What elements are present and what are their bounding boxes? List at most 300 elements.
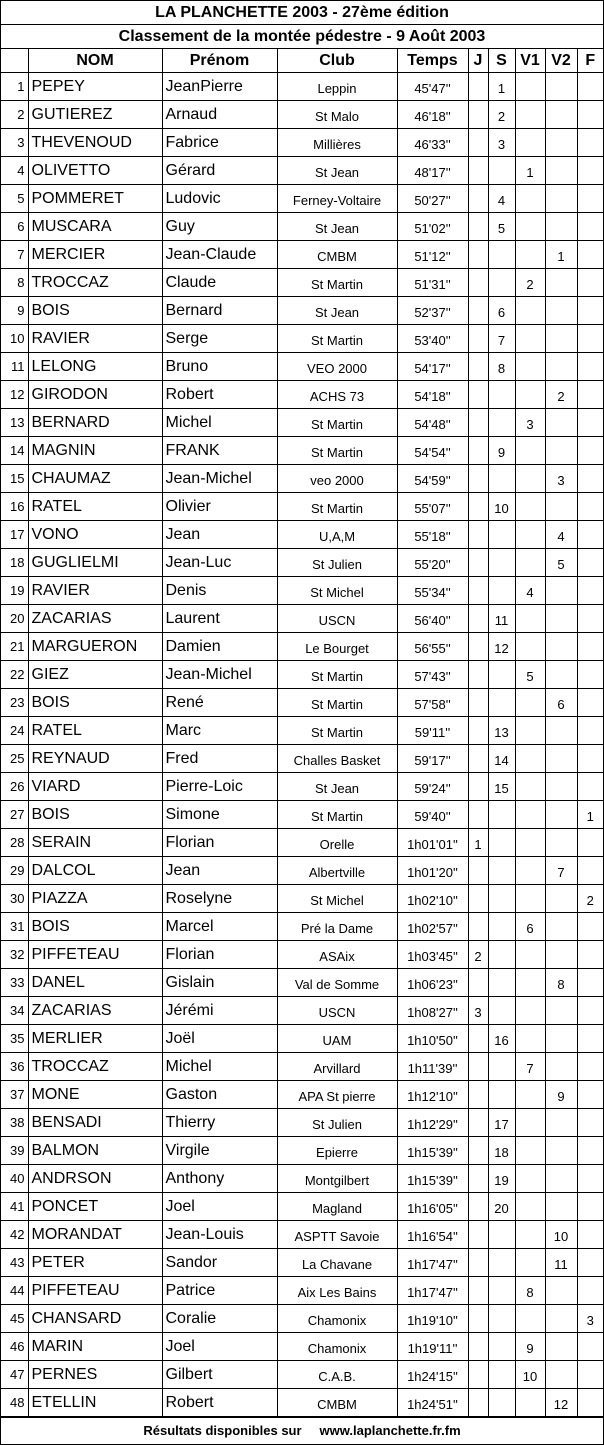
cell-j xyxy=(468,1333,488,1361)
cell-v1 xyxy=(515,1165,545,1193)
cell-v2 xyxy=(545,157,577,185)
cell-v1 xyxy=(515,521,545,549)
cell-v2 xyxy=(545,1165,577,1193)
cell-temps: 1h01'20'' xyxy=(397,857,468,885)
cell-prenom: JeanPierre xyxy=(162,73,277,101)
cell-prenom: FRANK xyxy=(162,437,277,465)
footer xyxy=(1,1417,603,1444)
cell-v1 xyxy=(515,829,545,857)
cell-nom: MUSCARA xyxy=(28,213,162,241)
cell-s: 11 xyxy=(488,605,515,633)
cell-club: St Martin xyxy=(277,717,397,745)
cell-nom: BOIS xyxy=(28,297,162,325)
cell-prenom: Guy xyxy=(162,213,277,241)
cell-prenom: Claude xyxy=(162,269,277,297)
cell-v1 xyxy=(515,773,545,801)
cell-v2 xyxy=(545,1277,577,1305)
cell-j xyxy=(468,297,488,325)
cell-prenom: Roselyne xyxy=(162,885,277,913)
cell-rank: 1 xyxy=(1,73,28,101)
col-header-v2: V2 xyxy=(545,49,577,73)
cell-f xyxy=(577,941,603,969)
cell-v2 xyxy=(545,745,577,773)
cell-v2 xyxy=(545,661,577,689)
cell-v1: 4 xyxy=(515,577,545,605)
cell-club: St Martin xyxy=(277,325,397,353)
cell-rank: 39 xyxy=(1,1137,28,1165)
cell-rank: 47 xyxy=(1,1361,28,1389)
cell-s xyxy=(488,521,515,549)
cell-s xyxy=(488,1053,515,1081)
cell-club: St Jean xyxy=(277,157,397,185)
table-row xyxy=(1,941,603,969)
cell-rank: 28 xyxy=(1,829,28,857)
cell-club: USCN xyxy=(277,997,397,1025)
cell-s xyxy=(488,801,515,829)
cell-s: 3 xyxy=(488,129,515,157)
cell-s xyxy=(488,1361,515,1389)
col-header-j: J xyxy=(468,49,488,73)
cell-f xyxy=(577,1221,603,1249)
cell-rank: 43 xyxy=(1,1249,28,1277)
cell-prenom: Gaston xyxy=(162,1081,277,1109)
cell-club: C.A.B. xyxy=(277,1361,397,1389)
cell-j xyxy=(468,381,488,409)
cell-v2 xyxy=(545,269,577,297)
cell-j xyxy=(468,465,488,493)
cell-v2 xyxy=(545,913,577,941)
cell-nom: PERNES xyxy=(28,1361,162,1389)
cell-s xyxy=(488,661,515,689)
cell-nom: MARGUERON xyxy=(28,633,162,661)
cell-temps: 57'43'' xyxy=(397,661,468,689)
cell-nom: BOIS xyxy=(28,801,162,829)
cell-temps: 51'02'' xyxy=(397,213,468,241)
cell-f xyxy=(577,633,603,661)
cell-club: St Julien xyxy=(277,549,397,577)
cell-temps: 55'20'' xyxy=(397,549,468,577)
cell-s: 1 xyxy=(488,73,515,101)
cell-temps: 55'34'' xyxy=(397,577,468,605)
cell-j xyxy=(468,1025,488,1053)
cell-temps: 1h16'54'' xyxy=(397,1221,468,1249)
cell-club: Challes Basket xyxy=(277,745,397,773)
cell-temps: 1h01'01'' xyxy=(397,829,468,857)
cell-v2 xyxy=(545,129,577,157)
table-row xyxy=(1,465,603,493)
cell-v1: 1 xyxy=(515,157,545,185)
cell-j: 2 xyxy=(468,941,488,969)
cell-club: Val de Somme xyxy=(277,969,397,997)
cell-v1 xyxy=(515,1389,545,1417)
cell-s xyxy=(488,885,515,913)
cell-v2 xyxy=(545,297,577,325)
cell-f xyxy=(577,1109,603,1137)
cell-rank: 21 xyxy=(1,633,28,661)
cell-rank: 34 xyxy=(1,997,28,1025)
cell-club: St Jean xyxy=(277,297,397,325)
cell-s xyxy=(488,1221,515,1249)
cell-s xyxy=(488,1081,515,1109)
cell-temps: 59'24'' xyxy=(397,773,468,801)
cell-nom: RAVIER xyxy=(28,325,162,353)
cell-j xyxy=(468,1137,488,1165)
cell-v2 xyxy=(545,353,577,381)
cell-j xyxy=(468,661,488,689)
cell-temps: 45'47'' xyxy=(397,73,468,101)
cell-f xyxy=(577,269,603,297)
cell-temps: 1h16'05'' xyxy=(397,1193,468,1221)
cell-v2 xyxy=(545,437,577,465)
cell-rank: 19 xyxy=(1,577,28,605)
cell-f: 2 xyxy=(577,885,603,913)
cell-prenom: Robert xyxy=(162,1389,277,1417)
cell-s xyxy=(488,577,515,605)
cell-f xyxy=(577,1361,603,1389)
cell-v1 xyxy=(515,969,545,997)
cell-v1 xyxy=(515,381,545,409)
col-header-temps: Temps xyxy=(397,49,468,73)
table-row xyxy=(1,1221,603,1249)
cell-v2 xyxy=(545,997,577,1025)
cell-v1 xyxy=(515,1137,545,1165)
table-row xyxy=(1,325,603,353)
cell-s: 6 xyxy=(488,297,515,325)
cell-temps: 54'17'' xyxy=(397,353,468,381)
cell-v1 xyxy=(515,633,545,661)
cell-j xyxy=(468,969,488,997)
cell-s xyxy=(488,913,515,941)
cell-v2 xyxy=(545,829,577,857)
cell-prenom: Damien xyxy=(162,633,277,661)
footer-label: Résultats disponibles sur xyxy=(143,1423,302,1438)
cell-nom: ZACARIAS xyxy=(28,605,162,633)
cell-v2: 1 xyxy=(545,241,577,269)
cell-f xyxy=(577,521,603,549)
cell-club: Epierre xyxy=(277,1137,397,1165)
col-header-s: S xyxy=(488,49,515,73)
cell-j xyxy=(468,241,488,269)
footer-url[interactable]: www.laplanchette.fr.fm xyxy=(319,1423,461,1438)
cell-rank: 8 xyxy=(1,269,28,297)
cell-club: St Martin xyxy=(277,437,397,465)
cell-rank: 36 xyxy=(1,1053,28,1081)
cell-v1 xyxy=(515,745,545,773)
cell-temps: 55'07'' xyxy=(397,493,468,521)
cell-s xyxy=(488,381,515,409)
cell-club: St Jean xyxy=(277,773,397,801)
cell-v1 xyxy=(515,801,545,829)
cell-nom: RATEL xyxy=(28,493,162,521)
table-row xyxy=(1,521,603,549)
cell-prenom: Florian xyxy=(162,829,277,857)
table-row xyxy=(1,745,603,773)
table-row xyxy=(1,661,603,689)
cell-rank: 18 xyxy=(1,549,28,577)
cell-prenom: Gérard xyxy=(162,157,277,185)
cell-nom: GUGLIELMI xyxy=(28,549,162,577)
cell-club: St Martin xyxy=(277,689,397,717)
cell-nom: BOIS xyxy=(28,913,162,941)
cell-rank: 35 xyxy=(1,1025,28,1053)
results-table xyxy=(1,49,603,1417)
cell-v2 xyxy=(545,885,577,913)
table-row xyxy=(1,213,603,241)
cell-nom: MARIN xyxy=(28,1333,162,1361)
cell-prenom: Joel xyxy=(162,1193,277,1221)
cell-prenom: Marcel xyxy=(162,913,277,941)
cell-j xyxy=(468,885,488,913)
table-row xyxy=(1,297,603,325)
cell-prenom: Fred xyxy=(162,745,277,773)
cell-s: 8 xyxy=(488,353,515,381)
header-row xyxy=(1,49,603,73)
cell-v1: 9 xyxy=(515,1333,545,1361)
cell-rank: 16 xyxy=(1,493,28,521)
cell-nom: RATEL xyxy=(28,717,162,745)
cell-rank: 3 xyxy=(1,129,28,157)
cell-v1 xyxy=(515,1249,545,1277)
cell-v2 xyxy=(545,73,577,101)
cell-v2 xyxy=(545,1025,577,1053)
cell-nom: OLIVETTO xyxy=(28,157,162,185)
cell-s: 14 xyxy=(488,745,515,773)
cell-s: 13 xyxy=(488,717,515,745)
cell-v1 xyxy=(515,129,545,157)
cell-f xyxy=(577,1277,603,1305)
cell-nom: ANDRSON xyxy=(28,1165,162,1193)
cell-club: Le Bourget xyxy=(277,633,397,661)
table-row xyxy=(1,1389,603,1417)
cell-v1 xyxy=(515,73,545,101)
cell-club: Chamonix xyxy=(277,1305,397,1333)
cell-temps: 1h15'39'' xyxy=(397,1165,468,1193)
cell-f xyxy=(577,1081,603,1109)
cell-v1 xyxy=(515,1081,545,1109)
cell-j xyxy=(468,157,488,185)
cell-prenom: Bruno xyxy=(162,353,277,381)
cell-s xyxy=(488,1389,515,1417)
table-row xyxy=(1,689,603,717)
cell-s: 16 xyxy=(488,1025,515,1053)
cell-temps: 54'59'' xyxy=(397,465,468,493)
cell-rank: 30 xyxy=(1,885,28,913)
cell-j xyxy=(468,717,488,745)
cell-f xyxy=(577,381,603,409)
cell-v2 xyxy=(545,633,577,661)
cell-f xyxy=(577,157,603,185)
cell-s xyxy=(488,269,515,297)
cell-f xyxy=(577,213,603,241)
table-row xyxy=(1,73,603,101)
cell-nom: BALMON xyxy=(28,1137,162,1165)
table-row xyxy=(1,437,603,465)
cell-rank: 2 xyxy=(1,101,28,129)
cell-temps: 1h15'39'' xyxy=(397,1137,468,1165)
cell-nom: PONCET xyxy=(28,1193,162,1221)
cell-j xyxy=(468,325,488,353)
cell-temps: 46'18'' xyxy=(397,101,468,129)
cell-club: Arvillard xyxy=(277,1053,397,1081)
cell-rank: 42 xyxy=(1,1221,28,1249)
cell-rank: 13 xyxy=(1,409,28,437)
cell-temps: 1h03'45'' xyxy=(397,941,468,969)
cell-prenom: Thierry xyxy=(162,1109,277,1137)
cell-v2: 9 xyxy=(545,1081,577,1109)
cell-v2 xyxy=(545,1193,577,1221)
cell-prenom: Laurent xyxy=(162,605,277,633)
cell-v2 xyxy=(545,101,577,129)
cell-f xyxy=(577,913,603,941)
cell-rank: 20 xyxy=(1,605,28,633)
cell-v2: 5 xyxy=(545,549,577,577)
cell-rank: 40 xyxy=(1,1165,28,1193)
cell-rank: 17 xyxy=(1,521,28,549)
cell-v2: 4 xyxy=(545,521,577,549)
cell-s xyxy=(488,549,515,577)
cell-temps: 53'40'' xyxy=(397,325,468,353)
cell-nom: ETELLIN xyxy=(28,1389,162,1417)
cell-rank: 33 xyxy=(1,969,28,997)
cell-s: 12 xyxy=(488,633,515,661)
cell-club: veo 2000 xyxy=(277,465,397,493)
cell-temps: 56'40'' xyxy=(397,605,468,633)
cell-j xyxy=(468,1053,488,1081)
cell-s xyxy=(488,941,515,969)
cell-temps: 51'12'' xyxy=(397,241,468,269)
cell-rank: 45 xyxy=(1,1305,28,1333)
cell-prenom: Jean xyxy=(162,521,277,549)
cell-j xyxy=(468,213,488,241)
cell-temps: 54'18'' xyxy=(397,381,468,409)
cell-nom: MORANDAT xyxy=(28,1221,162,1249)
cell-nom: MERLIER xyxy=(28,1025,162,1053)
table-row xyxy=(1,1361,603,1389)
cell-s xyxy=(488,997,515,1025)
cell-nom: GUTIEREZ xyxy=(28,101,162,129)
cell-rank: 25 xyxy=(1,745,28,773)
cell-f: 1 xyxy=(577,801,603,829)
cell-rank: 12 xyxy=(1,381,28,409)
cell-temps: 50'27'' xyxy=(397,185,468,213)
cell-nom: DALCOL xyxy=(28,857,162,885)
cell-s xyxy=(488,157,515,185)
cell-v2 xyxy=(545,1053,577,1081)
cell-nom: GIRODON xyxy=(28,381,162,409)
cell-f xyxy=(577,661,603,689)
cell-rank: 27 xyxy=(1,801,28,829)
cell-prenom: Florian xyxy=(162,941,277,969)
cell-temps: 1h12'29'' xyxy=(397,1109,468,1137)
cell-v1 xyxy=(515,101,545,129)
table-row xyxy=(1,913,603,941)
cell-club: VEO 2000 xyxy=(277,353,397,381)
cell-nom: MAGNIN xyxy=(28,437,162,465)
col-header-f: F xyxy=(577,49,603,73)
cell-s: 2 xyxy=(488,101,515,129)
cell-v1: 3 xyxy=(515,409,545,437)
cell-nom: MONE xyxy=(28,1081,162,1109)
table-row xyxy=(1,857,603,885)
table-row xyxy=(1,1165,603,1193)
table-row xyxy=(1,969,603,997)
col-header-prenom: Prénom xyxy=(162,49,277,73)
cell-j xyxy=(468,689,488,717)
cell-club: St Martin xyxy=(277,661,397,689)
cell-club: St Jean xyxy=(277,213,397,241)
cell-s xyxy=(488,829,515,857)
cell-v1 xyxy=(515,465,545,493)
cell-temps: 1h17'47'' xyxy=(397,1277,468,1305)
cell-v1: 10 xyxy=(515,1361,545,1389)
cell-club: ACHS 73 xyxy=(277,381,397,409)
cell-prenom: Gilbert xyxy=(162,1361,277,1389)
cell-v2 xyxy=(545,577,577,605)
cell-nom: SERAIN xyxy=(28,829,162,857)
cell-temps: 59'11'' xyxy=(397,717,468,745)
cell-j xyxy=(468,605,488,633)
cell-f xyxy=(577,1193,603,1221)
cell-v1 xyxy=(515,213,545,241)
cell-v2 xyxy=(545,1361,577,1389)
cell-temps: 54'54'' xyxy=(397,437,468,465)
table-row xyxy=(1,773,603,801)
cell-nom: PIFFETEAU xyxy=(28,1277,162,1305)
cell-j xyxy=(468,1389,488,1417)
cell-f xyxy=(577,437,603,465)
cell-prenom: Olivier xyxy=(162,493,277,521)
cell-j xyxy=(468,913,488,941)
cell-temps: 54'48'' xyxy=(397,409,468,437)
cell-club: U,A,M xyxy=(277,521,397,549)
cell-rank: 48 xyxy=(1,1389,28,1417)
cell-rank: 10 xyxy=(1,325,28,353)
table-row xyxy=(1,801,603,829)
cell-v1 xyxy=(515,1221,545,1249)
cell-j xyxy=(468,1109,488,1137)
cell-s xyxy=(488,1305,515,1333)
cell-temps: 59'40'' xyxy=(397,801,468,829)
cell-nom: POMMERET xyxy=(28,185,162,213)
cell-temps: 56'55'' xyxy=(397,633,468,661)
cell-nom: PEPEY xyxy=(28,73,162,101)
table-row xyxy=(1,1109,603,1137)
cell-temps: 52'37'' xyxy=(397,297,468,325)
cell-club: CMBM xyxy=(277,1389,397,1417)
cell-prenom: Coralie xyxy=(162,1305,277,1333)
cell-f xyxy=(577,297,603,325)
cell-nom: LELONG xyxy=(28,353,162,381)
cell-temps: 1h02'10'' xyxy=(397,885,468,913)
cell-v2 xyxy=(545,213,577,241)
cell-f xyxy=(577,1333,603,1361)
cell-j xyxy=(468,73,488,101)
cell-club: Pré la Dame xyxy=(277,913,397,941)
cell-club: St Martin xyxy=(277,801,397,829)
cell-club: ASPTT Savoie xyxy=(277,1221,397,1249)
cell-f xyxy=(577,1389,603,1417)
cell-f xyxy=(577,409,603,437)
cell-j: 3 xyxy=(468,997,488,1025)
cell-club: St Martin xyxy=(277,269,397,297)
cell-f xyxy=(577,997,603,1025)
cell-f xyxy=(577,829,603,857)
cell-club: UAM xyxy=(277,1025,397,1053)
table-row xyxy=(1,1137,603,1165)
col-header-v1: V1 xyxy=(515,49,545,73)
cell-rank: 22 xyxy=(1,661,28,689)
cell-j xyxy=(468,773,488,801)
